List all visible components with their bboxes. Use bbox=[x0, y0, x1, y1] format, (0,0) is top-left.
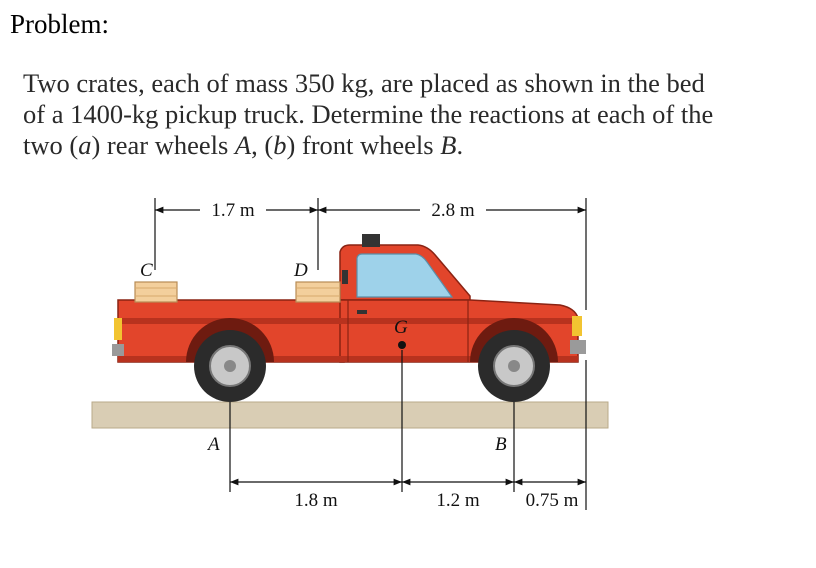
dim-ag-label: 1.8 m bbox=[294, 490, 338, 511]
crate-D bbox=[296, 282, 340, 302]
label-A: A bbox=[208, 434, 220, 455]
crate-C bbox=[135, 282, 177, 302]
head-light bbox=[572, 316, 582, 336]
tail-light bbox=[114, 318, 122, 340]
problem-heading: Problem: bbox=[10, 9, 109, 39]
label-D: D bbox=[294, 260, 308, 281]
front-wheel-B bbox=[478, 330, 550, 402]
rear-bumper bbox=[112, 344, 124, 356]
front-bumper bbox=[570, 340, 586, 354]
problem-line-3: two (a) rear wheels A, (b) front wheels B. bbox=[23, 130, 464, 160]
rear-wheel-A bbox=[194, 330, 266, 402]
dim-cd-label: 1.7 m bbox=[211, 200, 255, 221]
problem-line-1: Two crates, each of mass 350 kg, are placed as shown in the bed bbox=[23, 68, 705, 98]
exhaust-stack bbox=[362, 234, 380, 247]
label-C: C bbox=[140, 260, 153, 281]
label-G: G bbox=[394, 317, 408, 338]
dim-df-label: 2.8 m bbox=[431, 200, 475, 221]
label-B: B bbox=[495, 434, 507, 455]
dim-bf-label: 0.75 m bbox=[525, 490, 579, 511]
center-of-gravity-dot bbox=[398, 341, 406, 349]
dim-gb-label: 1.2 m bbox=[436, 490, 480, 511]
ground bbox=[92, 402, 608, 428]
problem-line-2: of a 1400-kg pickup truck. Determine the reactions at each of the bbox=[23, 99, 714, 129]
